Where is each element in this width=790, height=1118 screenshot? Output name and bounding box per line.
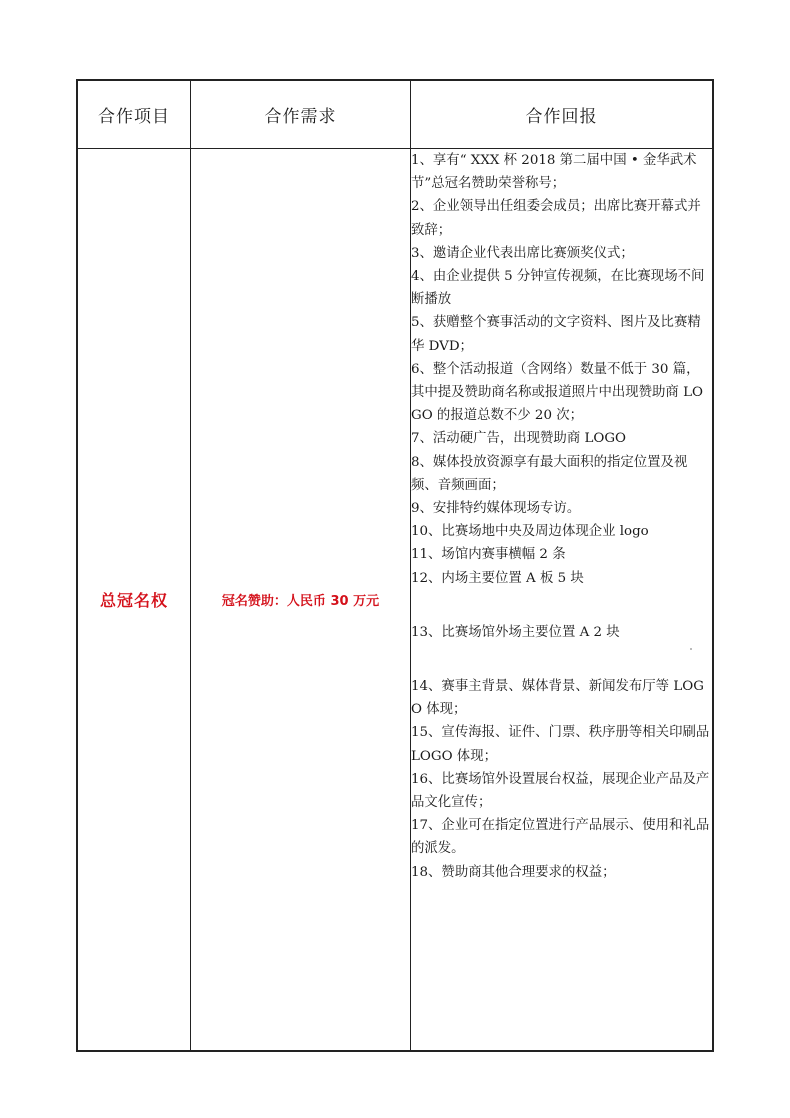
demand-cell: 冠名赞助：人民币 30 万元 <box>191 149 411 1051</box>
benefit-item: 7、活动硬广告，出现赞助商 LOGO <box>411 431 627 447</box>
benefit-list <box>411 149 712 884</box>
table-header-row <box>78 81 713 149</box>
benefit-item: 13、比赛场馆外场主要位置 A 2 块 <box>411 624 620 640</box>
benefit-item: 6、整个活动报道（含网络）数量不低于 30 篇，其中提及赞助商名称或报道照片中出现赞助商 LOGO 的报道总数不少 20 次； <box>411 361 703 424</box>
header-demand: 合作需求 <box>191 81 411 149</box>
scan-speck <box>690 648 692 650</box>
benefit-item: 14、赛事主背景、媒体背景、新闻发布厅等 LOGO 体现； <box>411 679 704 718</box>
sponsorship-sheet <box>76 79 714 1052</box>
benefit-item: 5、获赠整个赛事活动的文字资料、图片及比赛精华 DVD； <box>411 315 701 354</box>
header-project: 合作项目 <box>78 81 191 149</box>
benefit-item: 10、比赛场地中央及周边体现企业 logo <box>411 524 649 540</box>
project-cell: 总冠名权 <box>78 149 191 1051</box>
benefit-item: 12、内场主要位置 A 板 5 块 <box>411 570 584 586</box>
benefit-item: 1、享有“ XXX 杯 2018 第二届中国 • 金华武术节”总冠名赞助荣誉称号； <box>411 153 697 192</box>
header-benefits: 合作回报 <box>411 81 713 149</box>
benefit-item: 2、企业领导出任组委会成员；出席比赛开幕式并致辞； <box>411 199 701 238</box>
benefit-item: 17、企业可在指定位置进行产品展示、使用和礼品的派发。 <box>411 818 710 857</box>
benefit-item: 15、宣传海报、证件、门票、秩序册等相关印刷品 LOGO 体现； <box>411 725 710 764</box>
benefit-item: 4、由企业提供 5 分钟宣传视频，在比赛现场不间断播放 <box>411 269 705 308</box>
benefit-item: 9、安排特约媒体现场专访。 <box>411 501 581 517</box>
benefit-item: 3、邀请企业代表出席比赛颁奖仪式； <box>411 245 634 261</box>
sponsorship-table <box>77 80 713 1051</box>
benefit-item: 8、媒体投放资源享有最大面积的指定位置及视频、音频画面； <box>411 454 688 493</box>
benefit-item: 11、场馆内赛事横幅 2 条 <box>411 547 566 563</box>
benefits-cell <box>411 149 713 1051</box>
table-row <box>78 149 713 1051</box>
benefit-item: 18、赞助商其他合理要求的权益； <box>411 864 616 880</box>
benefit-item: 16、比赛场馆外设置展台权益，展现企业产品及产品文化宣传； <box>411 771 710 811</box>
